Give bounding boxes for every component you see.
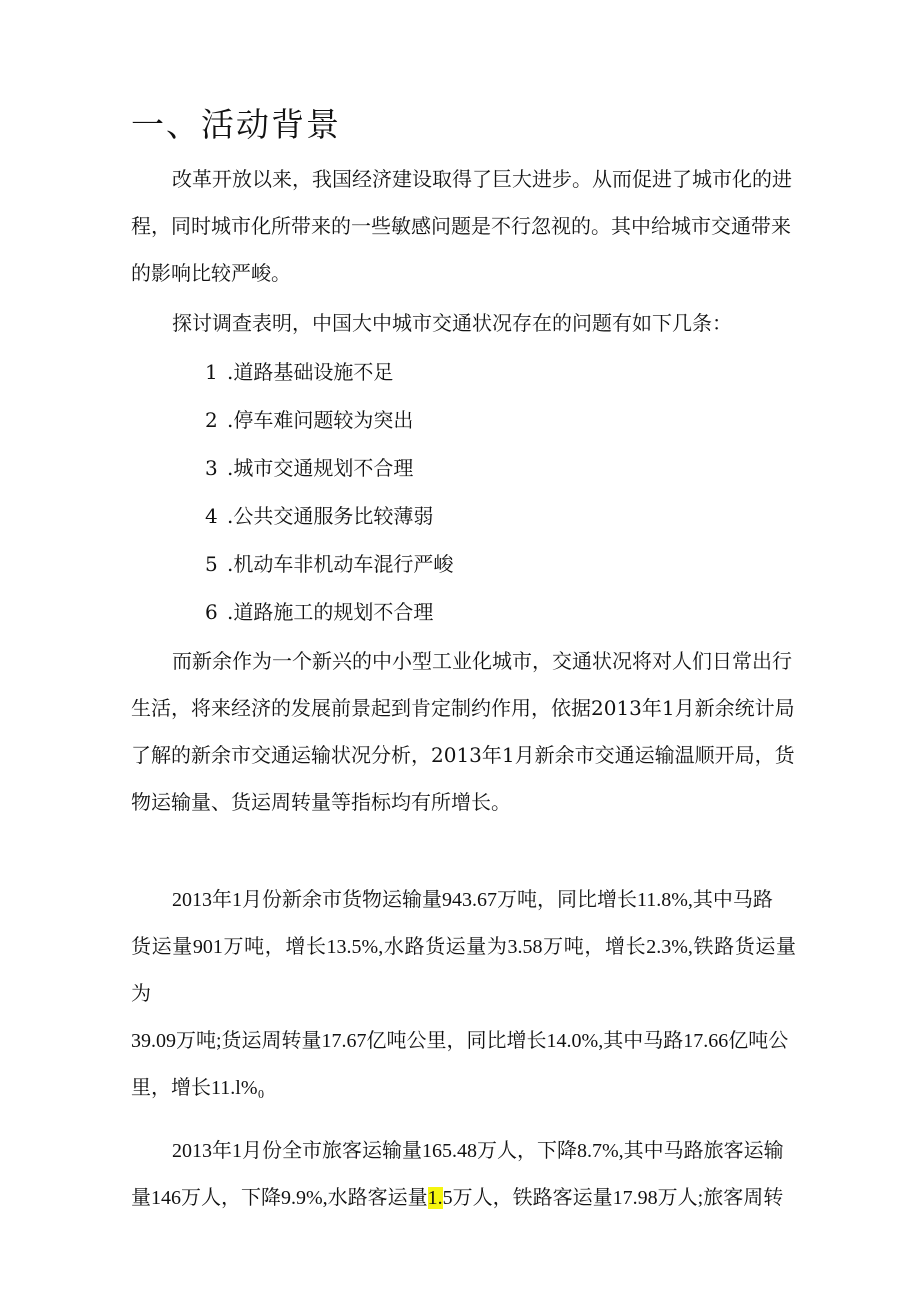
paragraph-line: 了解的新余市交通运输状况分析，2013年1月新余市交通运输温顺开局，货 bbox=[131, 743, 795, 767]
paragraph-line: 物运输量、货运周转量等指标均有所增长。 bbox=[131, 790, 511, 814]
paragraph-xinyu-overview bbox=[131, 638, 796, 826]
paragraph-passenger-stats bbox=[131, 1128, 796, 1222]
highlighted-text: 1. bbox=[427, 1187, 443, 1209]
list-item bbox=[205, 549, 453, 579]
list-item-number: 1 bbox=[205, 360, 218, 384]
list-item-text: .机动车非机动车混行严峻 bbox=[227, 552, 454, 576]
paragraph-line: 2013年1月份新余市货物运输量943.67万吨，同比增长11.8%,其中马路 bbox=[172, 889, 773, 911]
list-item-text: .城市交通规划不合理 bbox=[227, 456, 414, 480]
paragraph-survey-intro: 探讨调查表明，中国大中城市交通状况存在的问题有如下几条： bbox=[172, 311, 732, 335]
paragraph-line: 而新余作为一个新兴的中小型工业化城市，交通状况将对人们日常出行 bbox=[172, 649, 792, 673]
paragraph-line bbox=[131, 1175, 796, 1222]
paragraph-line: 生活，将来经济的发展前景起到肯定制约作用，依据2013年1月新余统计局 bbox=[131, 696, 795, 720]
text-run: 量146万人，下降9.9%,水路客运量 bbox=[131, 1187, 428, 1209]
paragraph-line: 里，增长11.l%₀ bbox=[131, 1077, 265, 1099]
paragraph-line: 货运量901万吨，增长13.5%,水路货运量为3.58万吨，增长2.3%,铁路货运量为 bbox=[131, 936, 796, 1005]
list-item-number: 4 bbox=[205, 504, 218, 528]
list-item-text: .道路基础设施不足 bbox=[227, 360, 394, 384]
list-item bbox=[205, 501, 433, 531]
paragraph-line: 2013年1月份全市旅客运输量165.48万人，下降8.7%,其中马路旅客运输 bbox=[172, 1140, 784, 1162]
list-item-number: 6 bbox=[205, 600, 218, 624]
list-item-number: 2 bbox=[205, 408, 218, 432]
paragraph-line: 39.09万吨;货运周转量17.67亿吨公里，同比增长14.0%,其中马路17.66亿吨公 bbox=[131, 1030, 789, 1052]
list-item bbox=[205, 597, 433, 627]
paragraph-line: 程，同时城市化所带来的一些敏感问题是不行忽视的。其中给城市交通带来 bbox=[131, 214, 791, 238]
paragraph-line: 改革开放以来，我国经济建设取得了巨大进步。从而促进了城市化的进 bbox=[172, 167, 792, 191]
list-item bbox=[205, 453, 413, 483]
list-item bbox=[205, 357, 393, 387]
paragraph-freight-stats bbox=[131, 877, 796, 1112]
list-item-text: .公共交通服务比较薄弱 bbox=[227, 504, 434, 528]
paragraph-background bbox=[131, 156, 796, 297]
list-item-text: .停车难问题较为突出 bbox=[227, 408, 414, 432]
text-run: 5万人，铁路客运量17.98万人;旅客周转 bbox=[442, 1187, 784, 1209]
paragraph-line: 的影响比较严峻。 bbox=[131, 261, 291, 285]
section-heading: 一、活动背景 bbox=[131, 105, 341, 144]
list-item-number: 3 bbox=[205, 456, 218, 480]
list-item bbox=[205, 405, 413, 435]
list-item-number: 5 bbox=[205, 552, 218, 576]
list-item-text: .道路施工的规划不合理 bbox=[227, 600, 434, 624]
